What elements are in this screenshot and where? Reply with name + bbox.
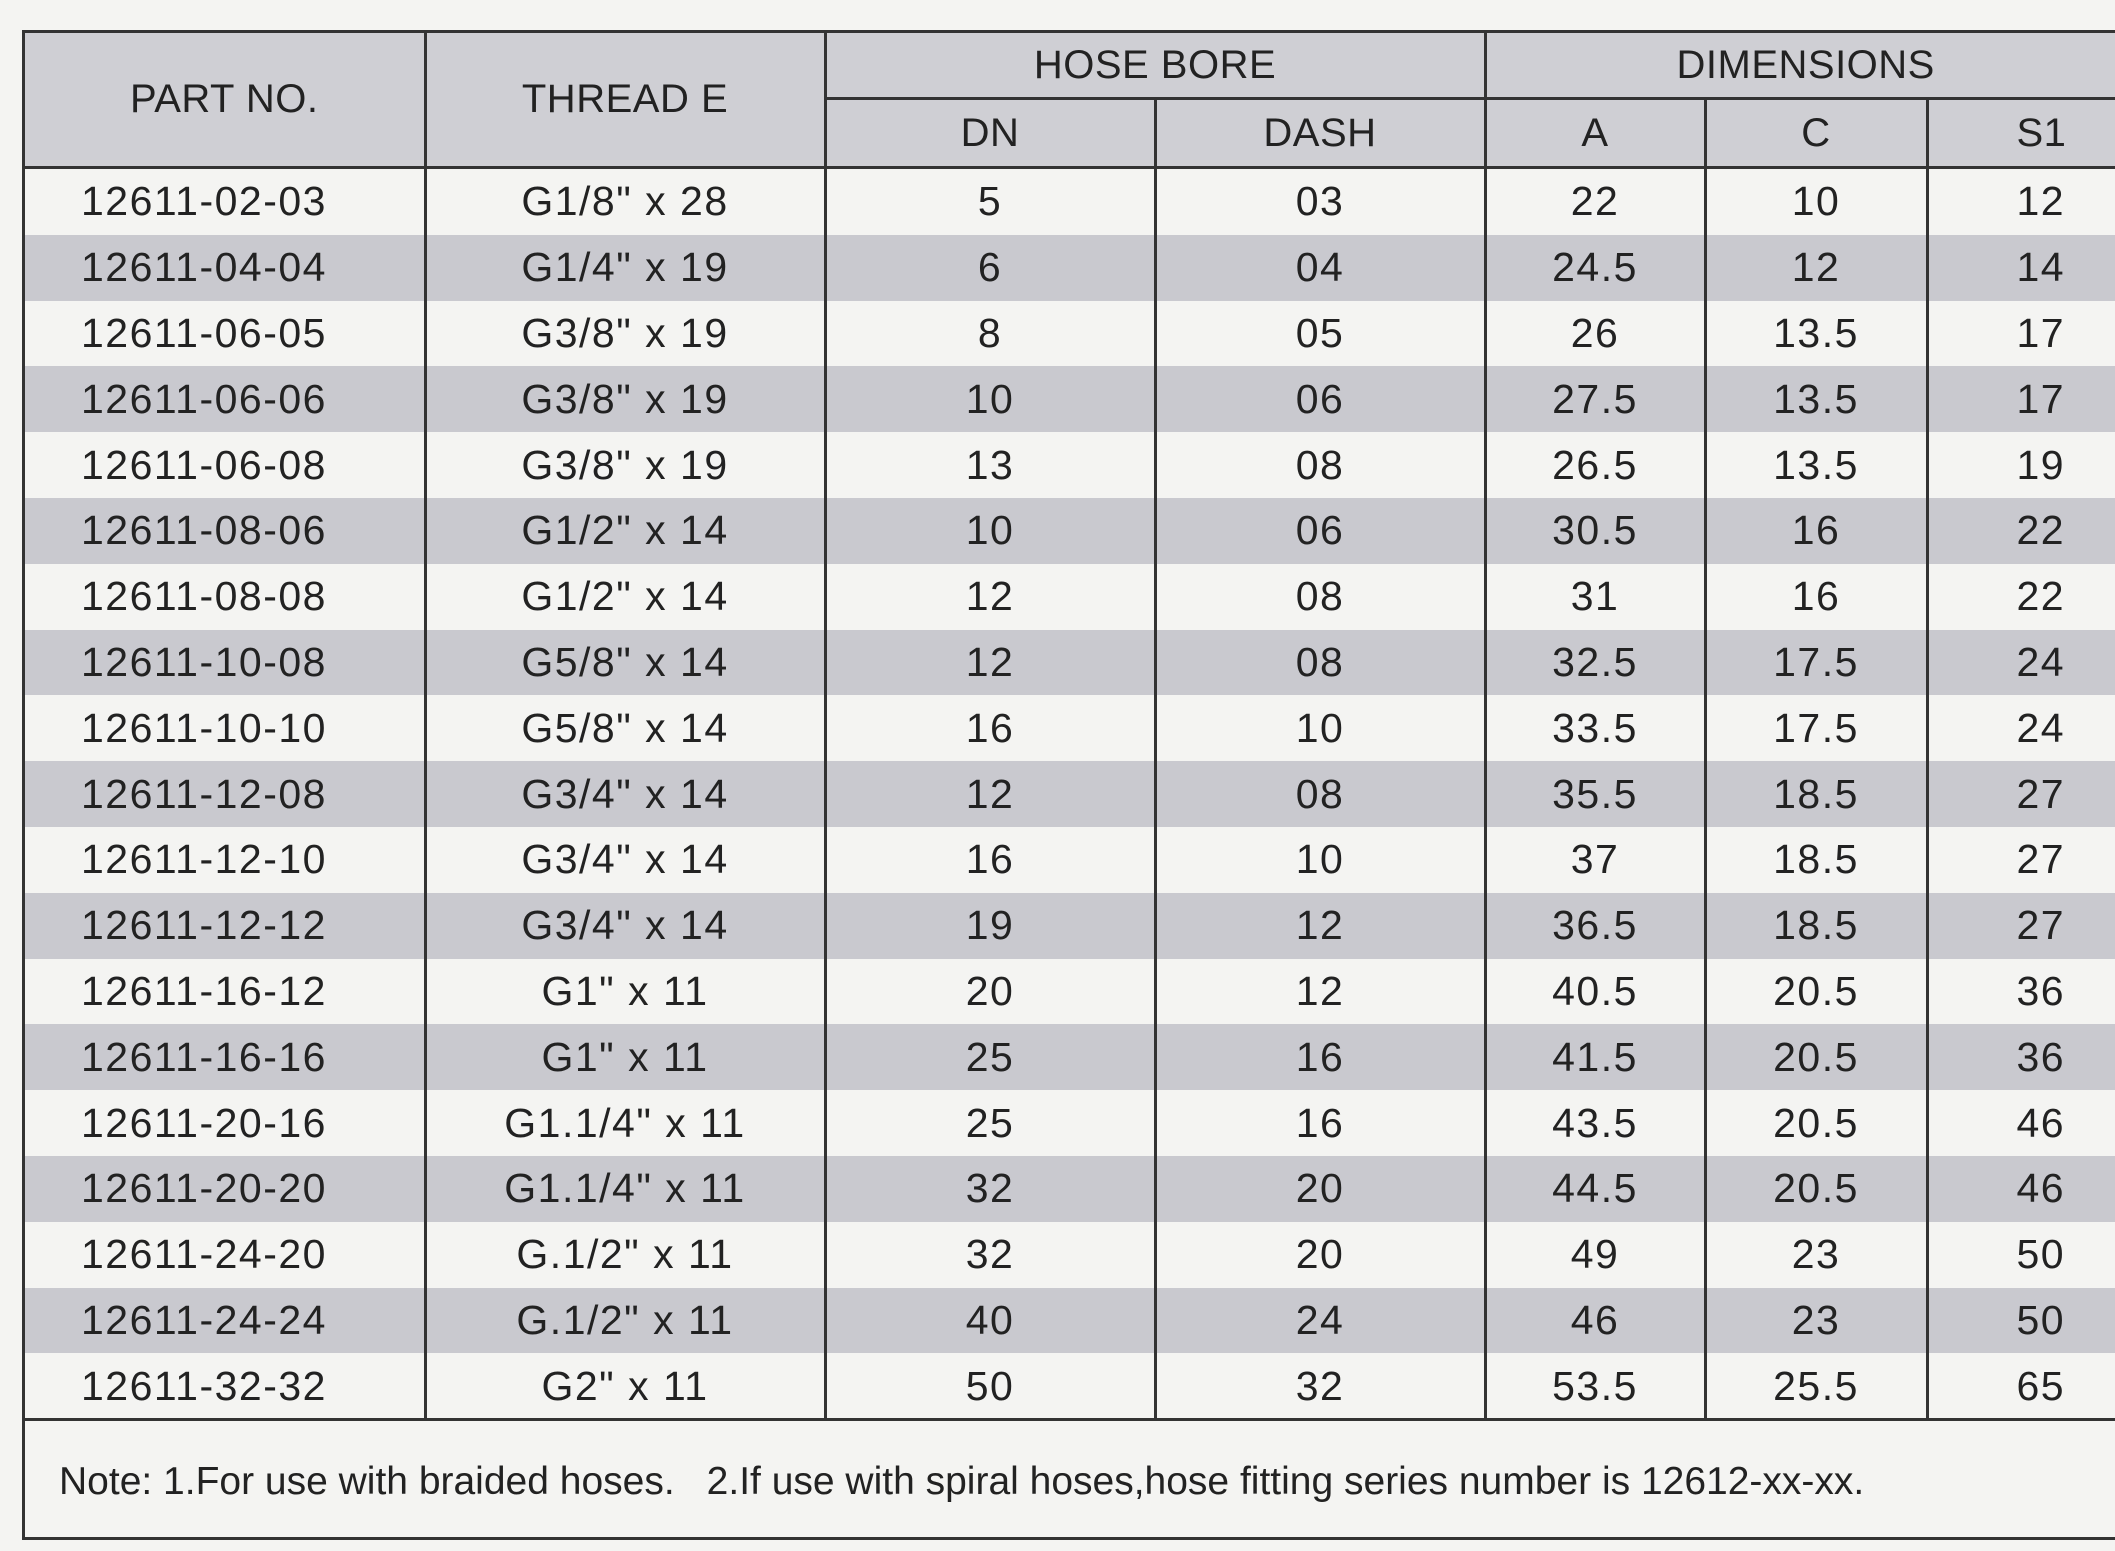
cell-thread: G5/8" x 14 bbox=[425, 695, 825, 761]
cell-s1: 17 bbox=[1927, 301, 2115, 367]
table-row bbox=[25, 1288, 2115, 1354]
header-c: C bbox=[1705, 99, 1927, 168]
table-row bbox=[25, 893, 2115, 959]
cell-s1: 46 bbox=[1927, 1090, 2115, 1156]
cell-c: 20.5 bbox=[1705, 1090, 1927, 1156]
cell-dash: 20 bbox=[1155, 1156, 1485, 1222]
cell-c: 20.5 bbox=[1705, 1024, 1927, 1090]
cell-thread: G5/8" x 14 bbox=[425, 630, 825, 696]
cell-dn: 40 bbox=[825, 1288, 1155, 1354]
cell-part: 12611-24-20 bbox=[25, 1222, 425, 1288]
cell-a: 22 bbox=[1485, 168, 1705, 235]
cell-s1: 36 bbox=[1927, 1024, 2115, 1090]
cell-dash: 32 bbox=[1155, 1353, 1485, 1419]
table-row bbox=[25, 959, 2115, 1025]
cell-thread: G1/4" x 19 bbox=[425, 235, 825, 301]
cell-thread: G1/2" x 14 bbox=[425, 564, 825, 630]
cell-a: 26 bbox=[1485, 301, 1705, 367]
cell-c: 20.5 bbox=[1705, 1156, 1927, 1222]
cell-part: 12611-20-16 bbox=[25, 1090, 425, 1156]
table-row bbox=[25, 695, 2115, 761]
cell-a: 27.5 bbox=[1485, 366, 1705, 432]
cell-part: 12611-02-03 bbox=[25, 168, 425, 235]
cell-dash: 08 bbox=[1155, 761, 1485, 827]
cell-dn: 19 bbox=[825, 893, 1155, 959]
table-row bbox=[25, 366, 2115, 432]
table-row bbox=[25, 168, 2115, 235]
cell-s1: 22 bbox=[1927, 564, 2115, 630]
cell-a: 40.5 bbox=[1485, 959, 1705, 1025]
cell-s1: 50 bbox=[1927, 1222, 2115, 1288]
cell-c: 18.5 bbox=[1705, 827, 1927, 893]
cell-s1: 24 bbox=[1927, 695, 2115, 761]
cell-part: 12611-12-10 bbox=[25, 827, 425, 893]
cell-dn: 10 bbox=[825, 366, 1155, 432]
table-row bbox=[25, 1024, 2115, 1090]
cell-dn: 25 bbox=[825, 1024, 1155, 1090]
cell-dash: 08 bbox=[1155, 432, 1485, 498]
cell-thread: G3/4" x 14 bbox=[425, 761, 825, 827]
cell-s1: 46 bbox=[1927, 1156, 2115, 1222]
cell-part: 12611-12-08 bbox=[25, 761, 425, 827]
cell-dn: 13 bbox=[825, 432, 1155, 498]
cell-s1: 27 bbox=[1927, 827, 2115, 893]
cell-s1: 17 bbox=[1927, 366, 2115, 432]
cell-a: 26.5 bbox=[1485, 432, 1705, 498]
cell-dn: 16 bbox=[825, 695, 1155, 761]
cell-s1: 36 bbox=[1927, 959, 2115, 1025]
note-braided: Note: 1.For use with braided hoses. bbox=[59, 1460, 675, 1503]
cell-part: 12611-04-04 bbox=[25, 235, 425, 301]
table-row bbox=[25, 1222, 2115, 1288]
cell-s1: 24 bbox=[1927, 630, 2115, 696]
table-row bbox=[25, 1156, 2115, 1222]
cell-dn: 8 bbox=[825, 301, 1155, 367]
cell-dash: 12 bbox=[1155, 959, 1485, 1025]
table-body bbox=[25, 168, 2115, 1420]
table-row bbox=[25, 235, 2115, 301]
cell-part: 12611-12-12 bbox=[25, 893, 425, 959]
header-a: A bbox=[1485, 99, 1705, 168]
cell-part: 12611-06-05 bbox=[25, 301, 425, 367]
cell-part: 12611-10-10 bbox=[25, 695, 425, 761]
cell-c: 16 bbox=[1705, 498, 1927, 564]
cell-a: 32.5 bbox=[1485, 630, 1705, 696]
cell-dn: 12 bbox=[825, 630, 1155, 696]
cell-c: 17.5 bbox=[1705, 695, 1927, 761]
table-row bbox=[25, 1353, 2115, 1419]
table-row bbox=[25, 761, 2115, 827]
cell-a: 37 bbox=[1485, 827, 1705, 893]
cell-thread: G1/8" x 28 bbox=[425, 168, 825, 235]
cell-s1: 22 bbox=[1927, 498, 2115, 564]
table-row bbox=[25, 630, 2115, 696]
cell-c: 23 bbox=[1705, 1222, 1927, 1288]
cell-dash: 03 bbox=[1155, 168, 1485, 235]
cell-dn: 12 bbox=[825, 761, 1155, 827]
cell-part: 12611-32-32 bbox=[25, 1353, 425, 1419]
cell-dash: 24 bbox=[1155, 1288, 1485, 1354]
cell-c: 12 bbox=[1705, 235, 1927, 301]
cell-a: 24.5 bbox=[1485, 235, 1705, 301]
cell-thread: G3/8" x 19 bbox=[425, 366, 825, 432]
cell-dn: 32 bbox=[825, 1156, 1155, 1222]
table-row bbox=[25, 564, 2115, 630]
cell-dash: 08 bbox=[1155, 564, 1485, 630]
cell-dash: 04 bbox=[1155, 235, 1485, 301]
table-row bbox=[25, 432, 2115, 498]
cell-s1: 14 bbox=[1927, 235, 2115, 301]
cell-a: 35.5 bbox=[1485, 761, 1705, 827]
cell-c: 10 bbox=[1705, 168, 1927, 235]
cell-a: 44.5 bbox=[1485, 1156, 1705, 1222]
cell-thread: G.1/2" x 11 bbox=[425, 1222, 825, 1288]
header-s1: S1 bbox=[1927, 99, 2115, 168]
cell-dash: 08 bbox=[1155, 630, 1485, 696]
cell-c: 23 bbox=[1705, 1288, 1927, 1354]
cell-dash: 16 bbox=[1155, 1090, 1485, 1156]
cell-thread: G3/4" x 14 bbox=[425, 893, 825, 959]
table-row bbox=[25, 301, 2115, 367]
cell-thread: G1/2" x 14 bbox=[425, 498, 825, 564]
cell-dn: 10 bbox=[825, 498, 1155, 564]
cell-c: 18.5 bbox=[1705, 761, 1927, 827]
cell-dn: 12 bbox=[825, 564, 1155, 630]
cell-part: 12611-06-06 bbox=[25, 366, 425, 432]
cell-s1: 65 bbox=[1927, 1353, 2115, 1419]
cell-s1: 19 bbox=[1927, 432, 2115, 498]
cell-thread: G2" x 11 bbox=[425, 1353, 825, 1419]
cell-a: 43.5 bbox=[1485, 1090, 1705, 1156]
cell-dash: 06 bbox=[1155, 366, 1485, 432]
cell-c: 16 bbox=[1705, 564, 1927, 630]
table-row bbox=[25, 1090, 2115, 1156]
cell-a: 53.5 bbox=[1485, 1353, 1705, 1419]
table-note bbox=[25, 1418, 2115, 1540]
table-header bbox=[25, 33, 2115, 168]
table-row bbox=[25, 827, 2115, 893]
cell-c: 17.5 bbox=[1705, 630, 1927, 696]
header-dn: DN bbox=[825, 99, 1155, 168]
cell-a: 31 bbox=[1485, 564, 1705, 630]
spec-sheet bbox=[22, 30, 2115, 1540]
cell-a: 36.5 bbox=[1485, 893, 1705, 959]
cell-thread: G1" x 11 bbox=[425, 1024, 825, 1090]
cell-part: 12611-06-08 bbox=[25, 432, 425, 498]
cell-s1: 50 bbox=[1927, 1288, 2115, 1354]
cell-dn: 32 bbox=[825, 1222, 1155, 1288]
cell-a: 41.5 bbox=[1485, 1024, 1705, 1090]
cell-dash: 05 bbox=[1155, 301, 1485, 367]
cell-thread: G3/8" x 19 bbox=[425, 301, 825, 367]
table-row bbox=[25, 498, 2115, 564]
cell-c: 20.5 bbox=[1705, 959, 1927, 1025]
cell-dash: 20 bbox=[1155, 1222, 1485, 1288]
cell-dn: 16 bbox=[825, 827, 1155, 893]
cell-c: 13.5 bbox=[1705, 301, 1927, 367]
cell-dn: 6 bbox=[825, 235, 1155, 301]
cell-c: 13.5 bbox=[1705, 432, 1927, 498]
cell-a: 30.5 bbox=[1485, 498, 1705, 564]
cell-dash: 10 bbox=[1155, 695, 1485, 761]
cell-part: 12611-16-12 bbox=[25, 959, 425, 1025]
cell-s1: 27 bbox=[1927, 761, 2115, 827]
cell-thread: G3/4" x 14 bbox=[425, 827, 825, 893]
cell-part: 12611-16-16 bbox=[25, 1024, 425, 1090]
fitting-spec-table bbox=[25, 33, 2115, 1419]
cell-part: 12611-20-20 bbox=[25, 1156, 425, 1222]
cell-a: 33.5 bbox=[1485, 695, 1705, 761]
cell-dash: 12 bbox=[1155, 893, 1485, 959]
cell-part: 12611-10-08 bbox=[25, 630, 425, 696]
cell-s1: 12 bbox=[1927, 168, 2115, 235]
cell-s1: 27 bbox=[1927, 893, 2115, 959]
cell-thread: G1.1/4" x 11 bbox=[425, 1090, 825, 1156]
cell-dash: 06 bbox=[1155, 498, 1485, 564]
cell-dash: 10 bbox=[1155, 827, 1485, 893]
cell-c: 18.5 bbox=[1705, 893, 1927, 959]
cell-dn: 50 bbox=[825, 1353, 1155, 1419]
cell-thread: G1.1/4" x 11 bbox=[425, 1156, 825, 1222]
header-part-no: PART NO. bbox=[25, 33, 425, 168]
cell-thread: G.1/2" x 11 bbox=[425, 1288, 825, 1354]
cell-dn: 20 bbox=[825, 959, 1155, 1025]
cell-thread: G1" x 11 bbox=[425, 959, 825, 1025]
cell-thread: G3/8" x 19 bbox=[425, 432, 825, 498]
cell-part: 12611-08-06 bbox=[25, 498, 425, 564]
cell-part: 12611-08-08 bbox=[25, 564, 425, 630]
cell-dn: 5 bbox=[825, 168, 1155, 235]
header-dash: DASH bbox=[1155, 99, 1485, 168]
cell-c: 13.5 bbox=[1705, 366, 1927, 432]
cell-a: 46 bbox=[1485, 1288, 1705, 1354]
header-hose-bore: HOSE BORE bbox=[825, 33, 1485, 99]
header-thread: THREAD E bbox=[425, 33, 825, 168]
cell-dn: 25 bbox=[825, 1090, 1155, 1156]
cell-dash: 16 bbox=[1155, 1024, 1485, 1090]
cell-c: 25.5 bbox=[1705, 1353, 1927, 1419]
note-spiral: 2.If use with spiral hoses,hose fitting series number is 12612-xx-xx. bbox=[706, 1460, 1865, 1503]
cell-part: 12611-24-24 bbox=[25, 1288, 425, 1354]
header-dimensions: DIMENSIONS bbox=[1485, 33, 2115, 99]
cell-a: 49 bbox=[1485, 1222, 1705, 1288]
